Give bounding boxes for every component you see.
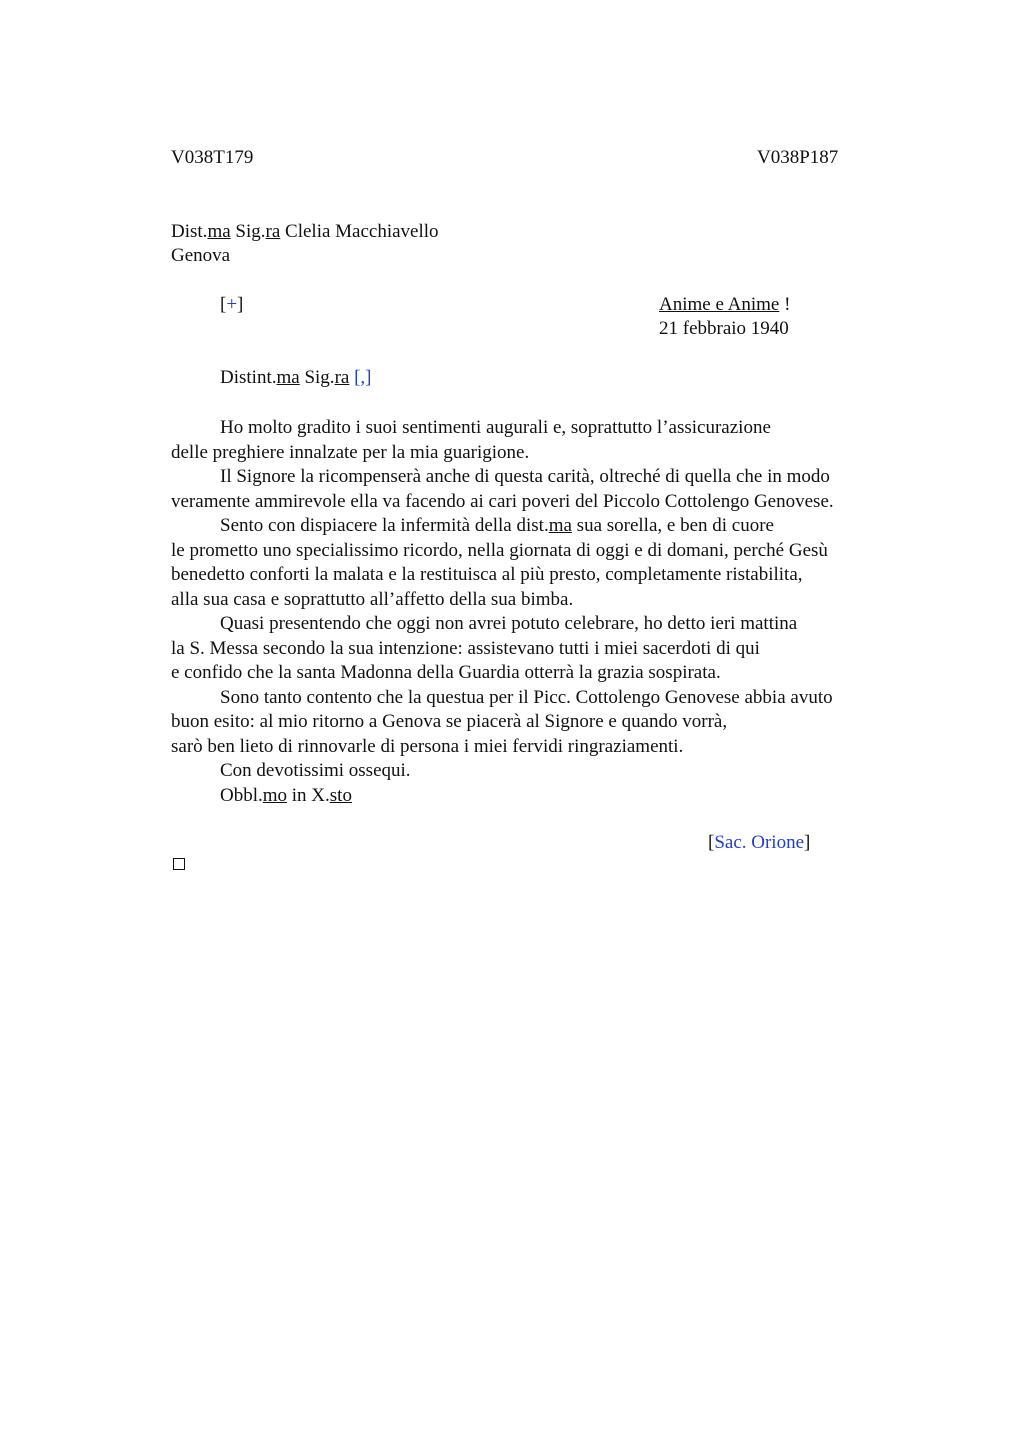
closing-obbligatissimo [171, 784, 834, 809]
recipient-title-abbr: ra [265, 221, 281, 242]
body-text-segment: Obbl. [220, 784, 263, 806]
recipient-title: Sig. [230, 221, 266, 242]
signature-open-bracket: [ [708, 832, 715, 853]
recipient-name: Clelia Macchiavello [280, 221, 439, 242]
body-line: Il Signore la ricompenserà anche di questa carità, oltreché di quella che in modo [220, 466, 830, 487]
cross-close-bracket: ] [237, 294, 244, 315]
letter-date: 21 febbraio 1940 [659, 318, 789, 339]
salutation-abbr-2: ra [334, 367, 350, 388]
body-line: Sono tanto contento che la questua per il Picc. Cottolengo Genovese abbia avuto [220, 686, 833, 708]
body-abbreviation: mo [262, 784, 288, 806]
body-text-segment: Sento con dispiacere la infermità della dist. [220, 515, 549, 536]
signature-close-bracket: ] [804, 832, 811, 853]
motto-exclamation: ! [779, 294, 791, 315]
body-line: le prometto uno specialissimo ricordo, nella giornata di oggi e di domani, perché Gesù [171, 539, 828, 561]
salutation-abbr-1: ma [276, 367, 300, 388]
body-line: la S. Messa secondo la sua intenzione: assistevano tutti i miei sacerdoti di qui [171, 637, 760, 659]
end-of-document-box-icon [173, 858, 185, 870]
body-text-segment: sua sorella, e ben di cuore [571, 515, 774, 536]
recipient-city: Genova [171, 245, 231, 266]
letter-body [171, 416, 834, 808]
signature-name: Sac. Orione [714, 832, 805, 853]
closing-line: Con devotissimi ossequi. [220, 760, 411, 781]
cross-mark [220, 293, 243, 317]
body-line [171, 514, 834, 539]
salutation-editorial-bracket: [,] [354, 367, 372, 388]
recipient-line [171, 220, 439, 244]
body-text-segment: in X. [287, 784, 330, 806]
motto-text: Anime e Anime [659, 294, 780, 315]
body-line: alla sua casa e soprattutto all’affetto della sua bimba. [171, 588, 574, 610]
body-line: sarò ben lieto di rinnovarle di persona i miei fervidi ringraziamenti. [171, 735, 684, 757]
body-line: benedetto conforti la malata e la restituisca al più presto, completamente ristabilita, [171, 564, 803, 585]
salutation [220, 366, 371, 390]
body-line: buon esito: al mio ritorno a Genova se piacerà al Signore e quando vorrà, [171, 711, 728, 732]
signature [708, 831, 810, 855]
body-line: e confido che la santa Madonna della Guardia otterrà la grazia sospirata. [171, 662, 721, 683]
body-abbreviation: sto [329, 784, 352, 806]
motto [659, 293, 790, 317]
cross-icon: + [226, 294, 238, 315]
body-line: delle preghiere innalzate per la mia guarigione. [171, 441, 530, 463]
recipient-prefix: Dist. [171, 221, 208, 242]
body-line: Quasi presentendo che oggi non avrei potuto celebrare, ho detto ieri mattina [220, 613, 798, 634]
salutation-mid: Sig. [299, 367, 335, 388]
cross-open-bracket: [ [220, 294, 227, 315]
body-line: Ho molto gradito i suoi sentimenti augurali e, soprattutto l’assicurazione [220, 417, 771, 438]
recipient-prefix-abbr: ma [207, 221, 231, 242]
body-abbreviation: ma [548, 515, 572, 536]
salutation-start: Distint. [220, 367, 277, 388]
document-code-left: V038T179 [171, 147, 254, 168]
body-line: veramente ammirevole ella va facendo ai cari poveri del Piccolo Cottolengo Genovese. [171, 490, 834, 512]
document-code-right: V038P187 [757, 147, 839, 168]
